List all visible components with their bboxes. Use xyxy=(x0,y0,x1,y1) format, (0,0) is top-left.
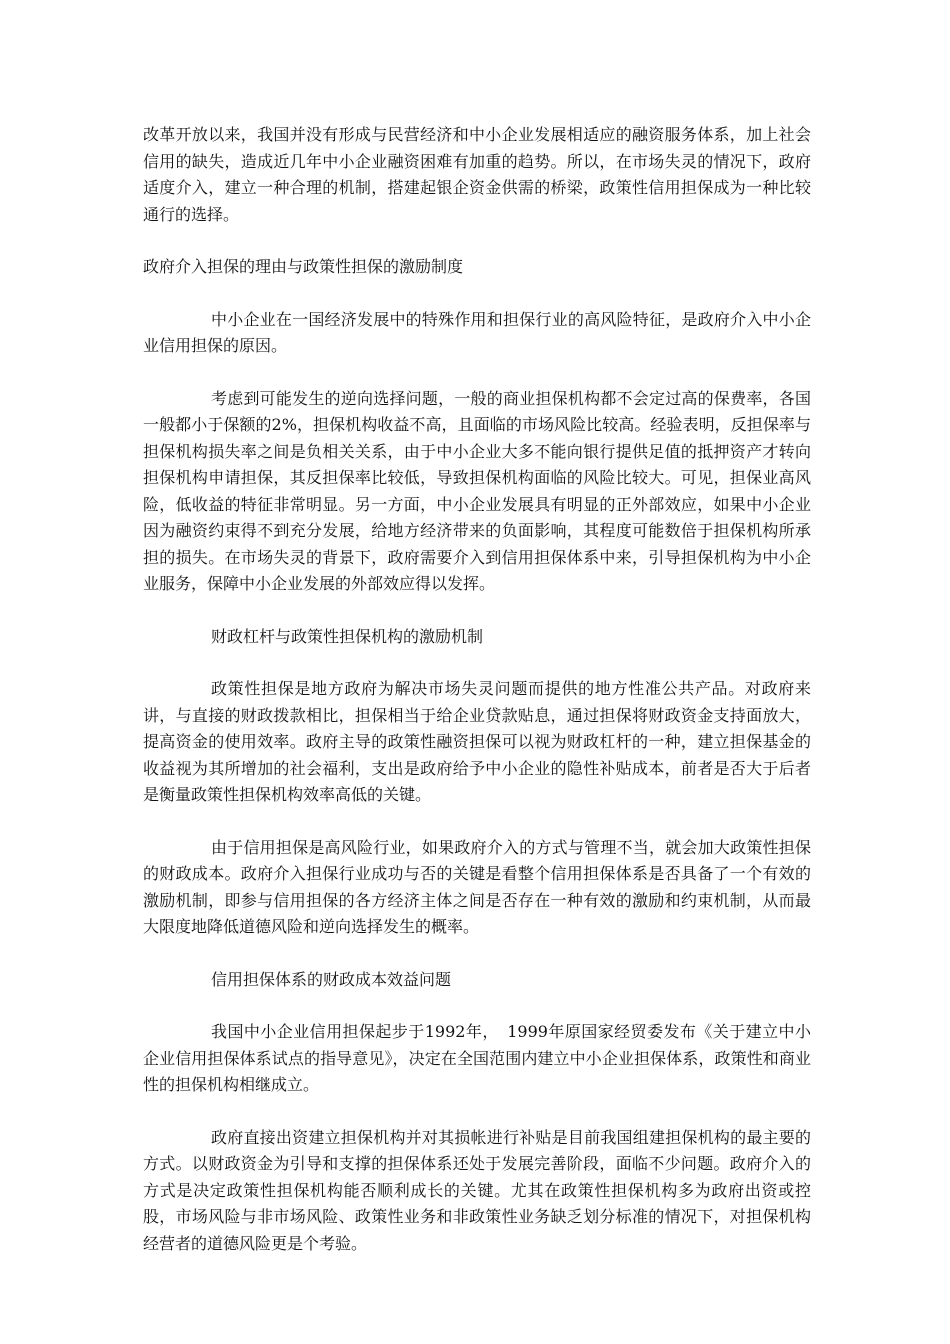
paragraph-adverse-selection: 考虑到可能发生的逆向选择问题，一般的商业担保机构都不会定过高的保费率，各国一般都小于保额的2%，担保机构收益不高，且面临的市场风险比较高。经验表明，反担保率与担保机构损失率之间是负相关关系，由于中小企业大多不能向银行提供足值的抵押资产才转向担保机构申请担保，其反担保率比较低，导致担保机构面临的风险比较大。可见，担保业高风险，低收益的特征非常明显。另一方面，中小企业发展具有明显的正外部效应，如果中小企业因为融资约束得不到充分发展，给地方经济带来的负面影响，其程度可能数倍于担保机构所承担的损失。在市场失灵的背景下，政府需要介入到信用担保体系中来，引导担保机构为中小企业服务，保障中小企业发展的外部效应得以发挥。 xyxy=(143,388,811,593)
paragraph-funding-method: 政府直接出资建立担保机构并对其损帐进行补贴是目前我国组建担保机构的最主要的方式。以财政资金为引导和支撑的担保体系还处于发展完善阶段，面临不少问题。政府介入的方式是决定政策性担保机构能否顺利成长的关键。尤其在政策性担保机构多为政府出资或控股，市场风险与非市场风险、政策性业务和非政策性业务缺乏划分标准的情况下，对担保机构经营者的道德风险更是个考验。 xyxy=(143,1127,811,1253)
paragraph-public-product: 政策性担保是地方政府为解决市场失灵问题而提供的地方性准公共产品。对政府来讲，与直接的财政拨款相比，担保相当于给企业贷款贴息，通过担保将财政资金支持面放大，提高资金的使用效率。政府主导的政策性融资担保可以视为财政杠杆的一种，建立担保基金的收益视为其所增加的社会福利，支出是政府给予中小企业的隐性补贴成本，前者是否大于后者是衡量政策性担保机构效率高低的关键。 xyxy=(143,679,811,804)
section-heading-government-intervention: 政府介入担保的理由与政策性担保的激励制度 xyxy=(143,257,464,276)
section-heading-cost-benefit: 信用担保体系的财政成本效益问题 xyxy=(211,969,452,989)
paragraph-history: 我国中小企业信用担保起步于1992年， 1999年原国家经贸委发布《关于建立中小企业信用担保体系试点的指导意见》，决定在全国范围内建立中小企业担保体系，政策性和商业性的担保机构相继成立。 xyxy=(143,1022,811,1094)
paragraph-reasons: 中小企业在一国经济发展中的特殊作用和担保行业的高风险特征，是政府介入中小企业信用担保的原因。 xyxy=(143,309,811,355)
intro-paragraph: 改革开放以来，我国并没有形成与民营经济和中小企业发展相适应的融资服务体系，加上社会信用的缺失，造成近几年中小企业融资困难有加重的趋势。所以，在市场失灵的情况下，政府适度介入，建立一种合理的机制，搭建起银企资金供需的桥梁，政策性信用担保成为一种比较通行的选择。 xyxy=(143,125,811,224)
paragraph-incentive-mechanism: 由于信用担保是高风险行业，如果政府介入的方式与管理不当，就会加大政策性担保的财政成本。政府介入担保行业成功与否的关键是看整个信用担保体系是否具备了一个有效的激励机制，即参与信用担保的各方经济主体之间是否存在一种有效的激励和约束机制，从而最大限度地降低道德风险和逆向选择发生的概率。 xyxy=(143,837,811,936)
document-body xyxy=(143,122,811,1283)
section-heading-fiscal-leverage: 财政杠杆与政策性担保机构的激励机制 xyxy=(211,626,484,646)
